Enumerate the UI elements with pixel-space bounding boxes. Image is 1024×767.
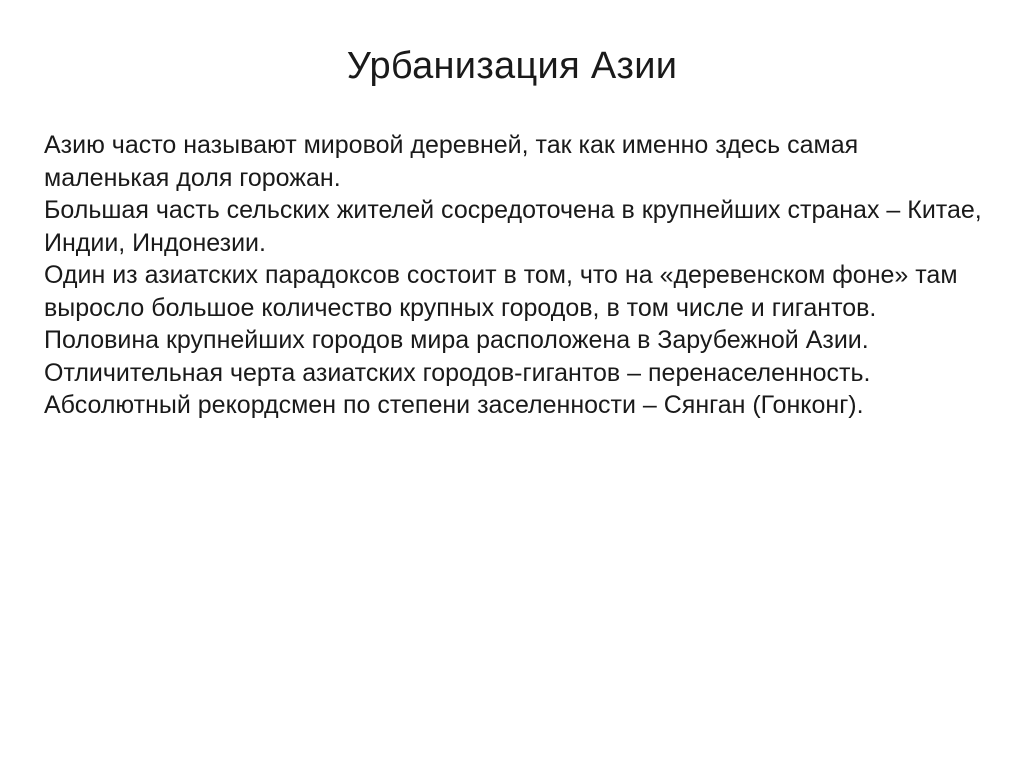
slide-title: Урбанизация Азии xyxy=(346,45,678,87)
slide-body xyxy=(44,129,984,422)
paragraph-asian-paradox: Один из азиатских парадоксов состоит в том, что на «деревенском фоне» там выросло большое количество крупных городов, в том числе и гигантов. Половина крупнейших городов мира расположена в Зарубежной Азии. Отличительная черта азиатских городов-гигантов – перенаселенность. Абсолютный рекордсмен по степени заселенности – Сянган (Гонконг). xyxy=(44,261,958,419)
paragraph-world-village: Азию часто называют мировой деревней, так как именно здесь самая маленькая доля горожан. xyxy=(44,131,859,192)
paragraph-rural-population: Большая часть сельских жителей сосредоточена в крупнейших странах – Китае, Индии, Индонезии. xyxy=(44,196,982,257)
